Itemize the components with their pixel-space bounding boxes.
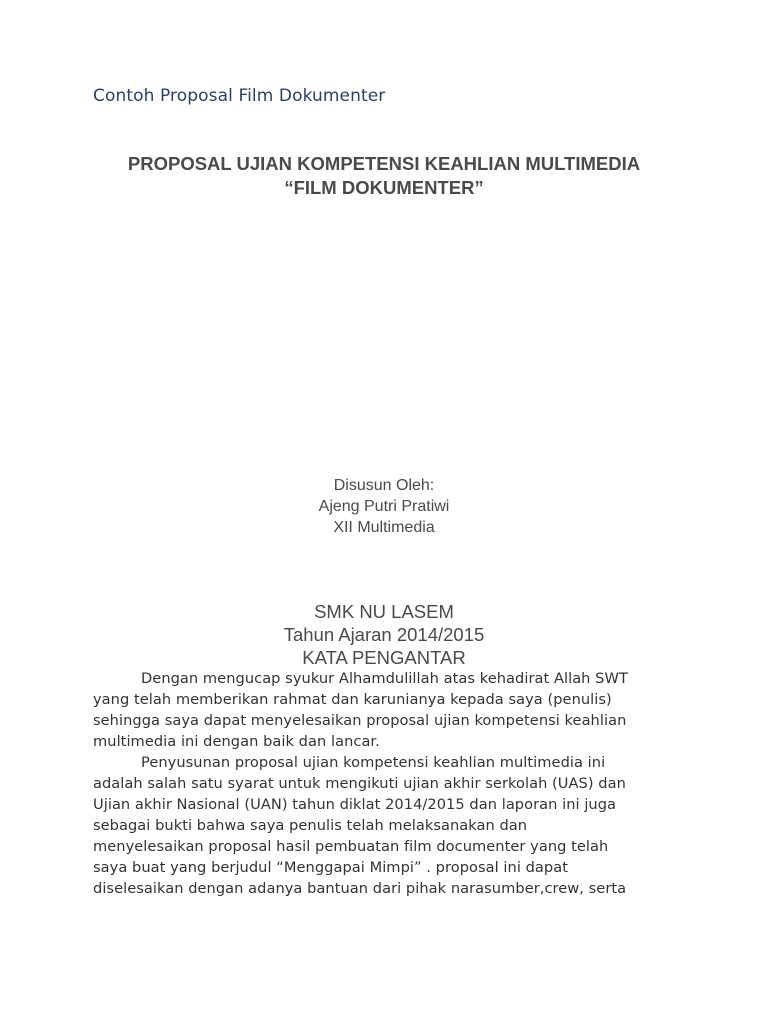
proposal-heading-line-1: PROPOSAL UJIAN KOMPETENSI KEAHLIAN MULTIMEDIA [127,153,641,174]
author-class: XII Multimedia [333,519,435,536]
document-title: Contoh Proposal Film Dokumenter [93,86,386,106]
paragraph-line: sebagai bukti bahwa saya penulis telah melaksanakan dan [93,817,528,834]
paragraph-line: sehingga saya dapat menyelesaikan proposal ujian kompetensi keahlian [93,712,627,729]
author-name: Ajeng Putri Pratiwi [318,498,450,515]
paragraph-line: diselesaikan dengan adanya bantuan dari pihak narasumber,crew, serta [93,880,627,897]
paragraph-line: multimedia ini dengan baik dan lancar. [93,733,380,750]
paragraph-line: Dengan mengucap syukur Alhamdulillah atas kehadirat Allah SWT [141,670,628,687]
paragraph-line: Penyusunan proposal ujian kompetensi keahlian multimedia ini [141,754,606,771]
proposal-heading-line-2: “FILM DOKUMENTER” [284,177,484,198]
paragraph-line: menyelesaikan proposal hasil pembuatan film documenter yang telah [93,838,609,855]
paragraph-line: adalah salah satu syarat untuk mengikuti ujian akhir serkolah (UAS) dan [93,775,626,792]
academic-year: Tahun Ajaran 2014/2015 [283,624,485,645]
author-label: Disusun Oleh: [333,477,435,494]
school-name: SMK NU LASEM [314,601,454,622]
section-heading-kata-pengantar: KATA PENGANTAR [302,647,466,668]
paragraph-line: yang telah memberikan rahmat dan karunianya kepada saya (penulis) [93,691,612,708]
paragraph-line: Ujian akhir Nasional (UAN) tahun diklat 2014/2015 dan laporan ini juga [93,796,617,813]
paragraph-line: saya buat yang berjudul “Menggapai Mimpi” . proposal ini dapat [93,859,569,876]
